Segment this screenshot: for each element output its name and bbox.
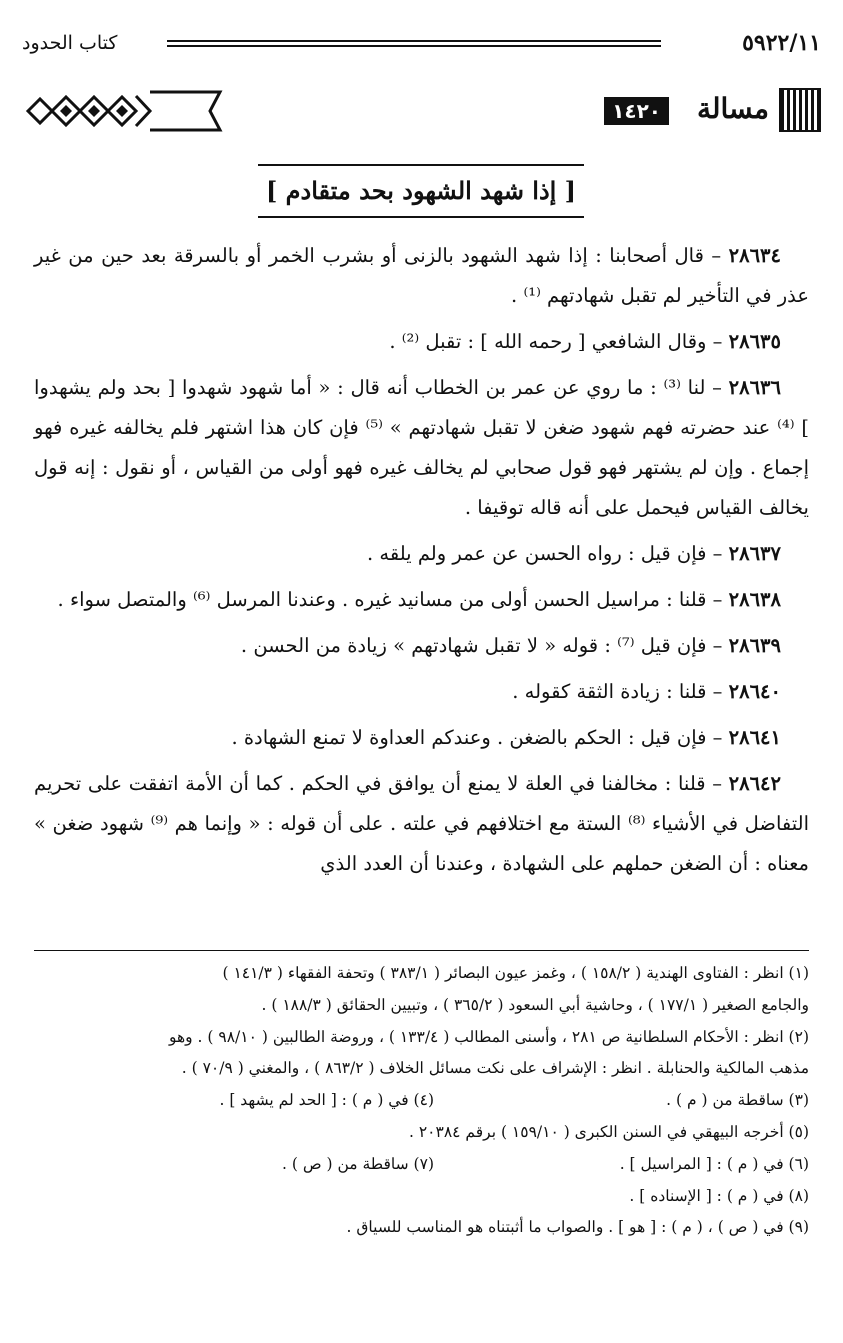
paragraph-number: ٢٨٦٣٨ (728, 588, 781, 611)
footnote-8: (٨) في ( م ) : [ الإسناده ] . (629, 1186, 809, 1205)
running-header (22, 30, 821, 62)
footnotes (30, 958, 809, 1244)
footnote-line: (١) انظر : الفتاوى الهندية ( ١٥٨/٢ ) ، وغمز عيون البصائر ( ٣٨٣/١ ) وتحفة الفقهاء ( ١٤١/٣ ) (222, 964, 809, 982)
book-title: كتاب الحدود (22, 32, 118, 54)
footnote-3: (٣) ساقطة من ( م ) . (666, 1091, 809, 1110)
paragraph-text: – قال أصحابنا : إذا شهد الشهود بالزنى أو بشرب الخمر أو بالسرقة بعد حين من غير عذر في التأخير لم تقبل شهادتهم ⁽¹⁾ . (34, 244, 809, 307)
paragraph-number: ٢٨٦٣٦ (728, 376, 781, 399)
footnote-4: (٤) في ( م ) : [ الحد لم يشهد ] . (219, 1091, 434, 1110)
paragraph (34, 672, 809, 712)
body-text (34, 236, 809, 890)
footnote-row (30, 1085, 809, 1117)
masala-label: مسالة (696, 92, 769, 125)
paragraph (34, 718, 809, 758)
footnote-separator (34, 950, 809, 951)
paragraph (34, 368, 809, 528)
paragraph-number: ٢٨٦٤١ (728, 726, 781, 749)
footnote-6: (٦) في ( م ) : [ المراسيل ] . (619, 1154, 809, 1173)
paragraph-text: – قلنا : مخالفنا في العلة لا يمنع أن يوافق في الحكم . كما أن الأمة اتفقت على تحريم التفاضل في الأشياء ⁽⁸⁾ الستة مع اختلافهم في علته . على أن قوله : « وإنما هم ⁽⁹⁾ شهود ضغن » معناه : أن الضغن حملهم على الشهادة ، وعندنا أن العدد الذي (34, 772, 809, 875)
paragraph-number: ٢٨٦٣٧ (728, 542, 781, 565)
paragraph-number: ٢٨٦٣٩ (728, 634, 781, 657)
paragraph (34, 322, 809, 362)
paragraph-number: ٢٨٦٤٠ (728, 680, 781, 703)
paragraph-number: ٢٨٦٣٤ (728, 244, 781, 267)
paragraph (34, 764, 809, 884)
paragraph (34, 236, 809, 316)
paragraph-number: ٢٨٦٤٢ (728, 772, 781, 795)
footnote-line: والجامع الصغير ( ١٧٧/١ ) ، وحاشية أبي السعود ( ٣٦٥/٢ ) ، وتبيين الحقائق ( ١٨٨/٣ ) . (261, 995, 809, 1014)
section-title-box (258, 164, 584, 218)
paragraph-text: – قلنا : زيادة الثقة كقوله . (512, 680, 723, 703)
page-reference: ٥٩٢٢/١١ (742, 30, 821, 56)
footnote-line: (٢) انظر : الأحكام السلطانية ص ٢٨١ ، وأسنى المطالب ( ١٣٣/٤ ) ، وروضة الطالبين ( ٩٨/١٠ ) . وهو (168, 1027, 809, 1046)
masala-banner (22, 88, 821, 134)
paragraph (34, 534, 809, 574)
paragraph-text: – لنا ⁽³⁾ : ما روي عن عمر بن الخطاب أنه قال : « أما شهود شهدوا [ بحد ولم يشهدوا ] ⁽⁴⁾ عند حضرته فهم شهود ضغن لا تقبل شهادتهم » ⁽⁵⁾ فإن كان هذا اشتهر فلم يخالفه غيره فهو إجماع . وإن لم يشتهر فهو قول صحابي لم يخالف غيره فهو أولى من القياس ، أو نقول : إنه قول يخالف القياس فيحمل على أنه قاله توقيفا . (34, 376, 809, 519)
paragraph-text: – وقال الشافعي [ رحمه الله ] : تقبل ⁽²⁾ . (389, 330, 723, 353)
footnote-row (30, 1149, 809, 1181)
paragraph-number: ٢٨٦٣٥ (728, 330, 781, 353)
paragraph (34, 626, 809, 666)
paragraph-text: – قلنا : مراسيل الحسن أولى من مسانيد غيره . وعندنا المرسل ⁽⁶⁾ والمتصل سواء . (57, 588, 723, 611)
paragraph-text: – فإن قيل : رواه الحسن عن عمر ولم يلقه . (367, 542, 723, 565)
paragraph-text: – فإن قيل ⁽⁷⁾ : قوله « لا تقبل شهادتهم » زيادة من الحسن . (240, 634, 723, 657)
header-rule (167, 40, 661, 47)
footnote-line: مذهب المالكية والحنابلة . انظر : الإشراف على نكت مسائل الخلاف ( ٨٦٣/٢ ) ، والمغني ( ٧٠/٩ ) . (181, 1059, 809, 1078)
footnote-9: (٩) في ( ص ) ، ( م ) : [ هو ] . والصواب ما أثبتناه هو المناسب للسياق . (346, 1218, 809, 1237)
footnote-7: (٧) ساقطة من ( ص ) . (281, 1154, 434, 1173)
geometric-ornament-icon (22, 88, 232, 134)
decorative-bars-icon (779, 88, 821, 132)
paragraph (34, 580, 809, 620)
section-title: [ إذا شهد الشهود بحد متقادم ] (265, 176, 577, 205)
masala-number: ١٤٢٠ (604, 97, 669, 125)
paragraph-text: – فإن قيل : الحكم بالضغن . وعندكم العداوة لا تمنع الشهادة . (231, 726, 723, 749)
footnote-5: (٥) أخرجه البيهقي في السنن الكبرى ( ١٥٩/١٠ ) برقم ٢٠٣٨٤ . (409, 1122, 809, 1141)
